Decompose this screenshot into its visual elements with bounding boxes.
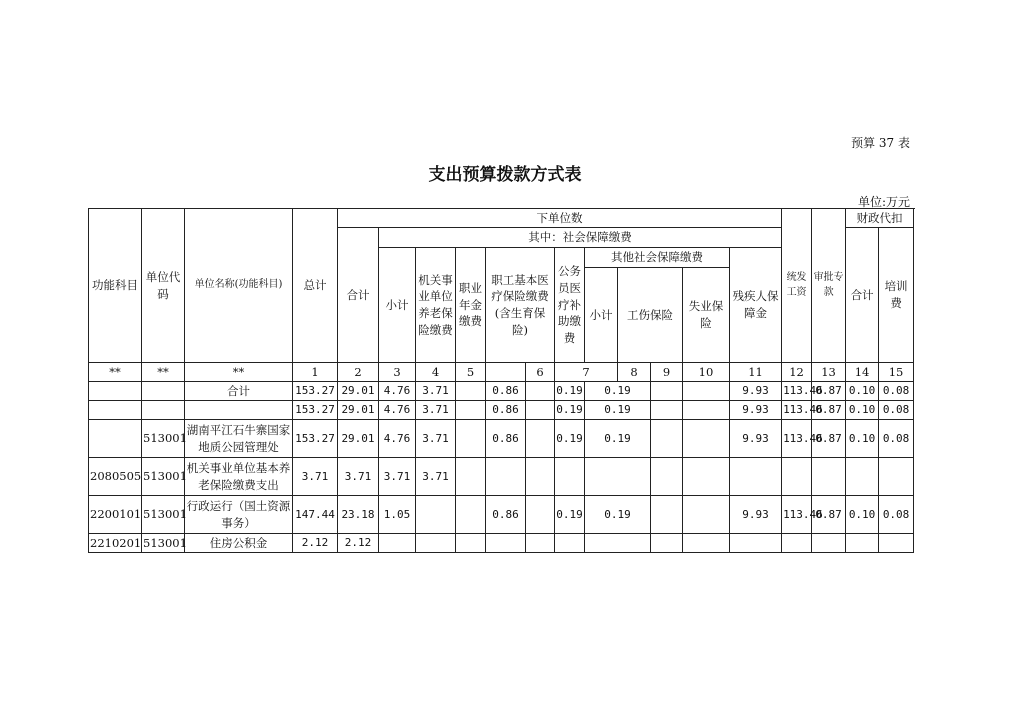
header-disability: 残疾人保障金 xyxy=(730,248,782,363)
table-cell xyxy=(683,401,730,420)
header-fiscal: 财政代扣 xyxy=(846,209,914,228)
table-cell: 0.19 xyxy=(585,420,651,458)
index-cell: 10 xyxy=(683,363,730,382)
header-fiscal-heji: 合计 xyxy=(846,228,879,363)
table-cell xyxy=(651,496,683,534)
header-social-security: 其中：社会保障缴费 xyxy=(379,228,782,248)
table-cell: 0.19 xyxy=(585,382,651,401)
table-cell: 0.10 xyxy=(846,420,879,458)
table-cell: 9.93 xyxy=(730,496,782,534)
table-cell xyxy=(683,382,730,401)
table-cell: 0.08 xyxy=(879,496,914,534)
index-cell: 6 xyxy=(526,363,555,382)
page-title: 支出预算拨款方式表 xyxy=(428,165,582,185)
table-cell: 3.71 xyxy=(416,401,456,420)
table-cell xyxy=(585,534,651,553)
table-row xyxy=(89,420,914,458)
index-cell: 14 xyxy=(846,363,879,382)
header-lower-unit-pay: 下单位数 xyxy=(338,209,782,228)
header-func-subject: 功能科目 xyxy=(89,209,142,363)
table-cell: 0.10 xyxy=(846,496,879,534)
table-cell xyxy=(730,534,782,553)
table-cell: 0.10 xyxy=(846,382,879,401)
index-cell: 1 xyxy=(293,363,338,382)
table-cell xyxy=(456,420,486,458)
table-cell: 0.19 xyxy=(555,401,585,420)
index-cell: ** xyxy=(89,363,142,382)
table-cell: 2210201 xyxy=(89,534,142,553)
table-cell: 29.01 xyxy=(338,401,379,420)
index-cell: 5 xyxy=(456,363,486,382)
index-cell: 4 xyxy=(416,363,456,382)
table-cell xyxy=(683,534,730,553)
table-cell: 3.71 xyxy=(416,458,456,496)
table-cell: 513001 xyxy=(142,420,185,458)
table-cell: 513001 xyxy=(142,458,185,496)
header-other-social: 其他社会保障缴费 xyxy=(585,248,730,268)
table-cell: 0.19 xyxy=(585,496,651,534)
table-cell xyxy=(651,420,683,458)
table-cell xyxy=(89,401,142,420)
table-cell: 0.87 xyxy=(812,496,846,534)
table-cell xyxy=(651,534,683,553)
table-cell xyxy=(812,458,846,496)
table-cell xyxy=(555,534,585,553)
table-cell: 4.76 xyxy=(379,382,416,401)
table-cell: 合计 xyxy=(185,382,293,401)
header-salary: 统发工资 xyxy=(782,209,812,363)
table-cell: 0.19 xyxy=(555,420,585,458)
table-cell xyxy=(651,401,683,420)
header-unemployment: 失业保险 xyxy=(683,268,730,363)
table-cell: 153.27 xyxy=(293,401,338,420)
table-cell: 1.05 xyxy=(379,496,416,534)
table-cell xyxy=(879,534,914,553)
header-other-xiaoji: 小计 xyxy=(585,268,618,363)
table-cell xyxy=(185,401,293,420)
budget-table xyxy=(88,208,914,553)
table-row xyxy=(89,496,914,534)
table-cell: 147.44 xyxy=(293,496,338,534)
table-cell: 行政运行（国土资源事务） xyxy=(185,496,293,534)
table-cell xyxy=(782,534,812,553)
table-cell: 9.93 xyxy=(730,382,782,401)
table-cell xyxy=(730,458,782,496)
table-cell: 0.86 xyxy=(486,420,526,458)
table-cell: 3.71 xyxy=(379,458,416,496)
index-cell: 8 xyxy=(618,363,651,382)
table-cell: 113.46 xyxy=(782,382,812,401)
table-cell xyxy=(683,458,730,496)
header-total: 总计 xyxy=(293,209,338,363)
table-cell: 0.08 xyxy=(879,382,914,401)
index-cell: 2 xyxy=(338,363,379,382)
table-cell: 0.08 xyxy=(879,420,914,458)
table-cell: 0.86 xyxy=(486,496,526,534)
index-cell: 3 xyxy=(379,363,416,382)
table-cell xyxy=(526,420,555,458)
header-approved: 审批专款 xyxy=(812,209,846,363)
table-cell xyxy=(486,458,526,496)
table-cell: 3.71 xyxy=(416,382,456,401)
table-cell xyxy=(651,458,683,496)
table-cell xyxy=(879,458,914,496)
table-cell: 0.87 xyxy=(812,401,846,420)
table-cell: 513001 xyxy=(142,534,185,553)
table-cell xyxy=(782,458,812,496)
table-cell: 4.76 xyxy=(379,420,416,458)
table-cell: 9.93 xyxy=(730,401,782,420)
table-cell: 湖南平江石牛寨国家地质公园管理处 xyxy=(185,420,293,458)
header-unit-code: 单位代码 xyxy=(142,209,185,363)
table-cell: 2200101 xyxy=(89,496,142,534)
table-row xyxy=(89,458,914,496)
table-cell xyxy=(456,401,486,420)
table-cell xyxy=(683,420,730,458)
table-cell xyxy=(416,496,456,534)
table-cell xyxy=(142,382,185,401)
table-cell xyxy=(456,496,486,534)
table-row xyxy=(89,382,914,401)
table-cell: 3.71 xyxy=(293,458,338,496)
table-cell: 29.01 xyxy=(338,420,379,458)
header-annuity: 职业年金缴费 xyxy=(456,248,486,363)
table-cell xyxy=(526,534,555,553)
table-cell: 2080505 xyxy=(89,458,142,496)
table-cell xyxy=(526,496,555,534)
header-injury: 工伤保险 xyxy=(618,268,683,363)
table-cell xyxy=(142,401,185,420)
table-row xyxy=(89,534,914,553)
header-pension: 机关事业单位养老保险缴费 xyxy=(416,248,456,363)
index-row xyxy=(89,363,914,382)
table-cell: 0.86 xyxy=(486,401,526,420)
table-cell xyxy=(651,382,683,401)
table-cell xyxy=(89,382,142,401)
table-cell: 513001 xyxy=(142,496,185,534)
table-cell: 0.08 xyxy=(879,401,914,420)
index-cell: ** xyxy=(142,363,185,382)
index-cell: 13 xyxy=(812,363,846,382)
index-cell xyxy=(486,363,526,382)
table-cell: 3.71 xyxy=(338,458,379,496)
table-cell: 0.10 xyxy=(846,401,879,420)
index-cell: 11 xyxy=(730,363,782,382)
table-cell xyxy=(683,496,730,534)
table-cell xyxy=(585,458,651,496)
table-cell xyxy=(89,420,142,458)
index-cell: 7 xyxy=(555,363,618,382)
table-cell xyxy=(846,458,879,496)
table-body xyxy=(89,363,914,553)
table-cell xyxy=(379,534,416,553)
table-cell xyxy=(846,534,879,553)
table-cell: 9.93 xyxy=(730,420,782,458)
table-cell: 2.12 xyxy=(293,534,338,553)
table-cell: 机关事业单位基本养老保险缴费支出 xyxy=(185,458,293,496)
table-cell: 0.19 xyxy=(555,382,585,401)
table-cell: 住房公积金 xyxy=(185,534,293,553)
table-row xyxy=(89,401,914,420)
table-cell xyxy=(486,534,526,553)
table-cell xyxy=(456,534,486,553)
index-cell: 12 xyxy=(782,363,812,382)
header-medical: 职工基本医疗保险缴费(含生育保险) xyxy=(486,248,555,363)
header-unit-name: 单位名称(功能科目) xyxy=(185,209,293,363)
table-cell: 113.46 xyxy=(782,496,812,534)
table-cell xyxy=(526,382,555,401)
table-cell xyxy=(456,458,486,496)
table-cell: 29.01 xyxy=(338,382,379,401)
table-cell xyxy=(416,534,456,553)
table-cell: 0.19 xyxy=(555,496,585,534)
table-cell xyxy=(526,401,555,420)
index-cell: ** xyxy=(185,363,293,382)
table-cell xyxy=(456,382,486,401)
header-civil-medical: 公务员医疗补助缴费 xyxy=(555,248,585,363)
table-cell: 0.19 xyxy=(585,401,651,420)
table-cell: 0.87 xyxy=(812,420,846,458)
table-cell: 3.71 xyxy=(416,420,456,458)
table-cell xyxy=(812,534,846,553)
table-header xyxy=(89,209,914,363)
table-number: 预算 37 表 xyxy=(851,136,910,150)
table-cell: 23.18 xyxy=(338,496,379,534)
index-cell: 9 xyxy=(651,363,683,382)
table-cell: 113.46 xyxy=(782,420,812,458)
table-cell: 113.46 xyxy=(782,401,812,420)
index-cell: 15 xyxy=(879,363,914,382)
table-cell: 0.86 xyxy=(486,382,526,401)
table-cell: 153.27 xyxy=(293,382,338,401)
table-cell: 2.12 xyxy=(338,534,379,553)
header-xiaoji: 小计 xyxy=(379,248,416,363)
table-cell xyxy=(526,458,555,496)
table-cell: 0.87 xyxy=(812,382,846,401)
header-heji: 合计 xyxy=(338,228,379,363)
table-cell: 4.76 xyxy=(379,401,416,420)
header-training: 培训费 xyxy=(879,228,914,363)
table-cell xyxy=(555,458,585,496)
unit-label: 单位:万元 xyxy=(857,195,910,209)
table-cell: 153.27 xyxy=(293,420,338,458)
